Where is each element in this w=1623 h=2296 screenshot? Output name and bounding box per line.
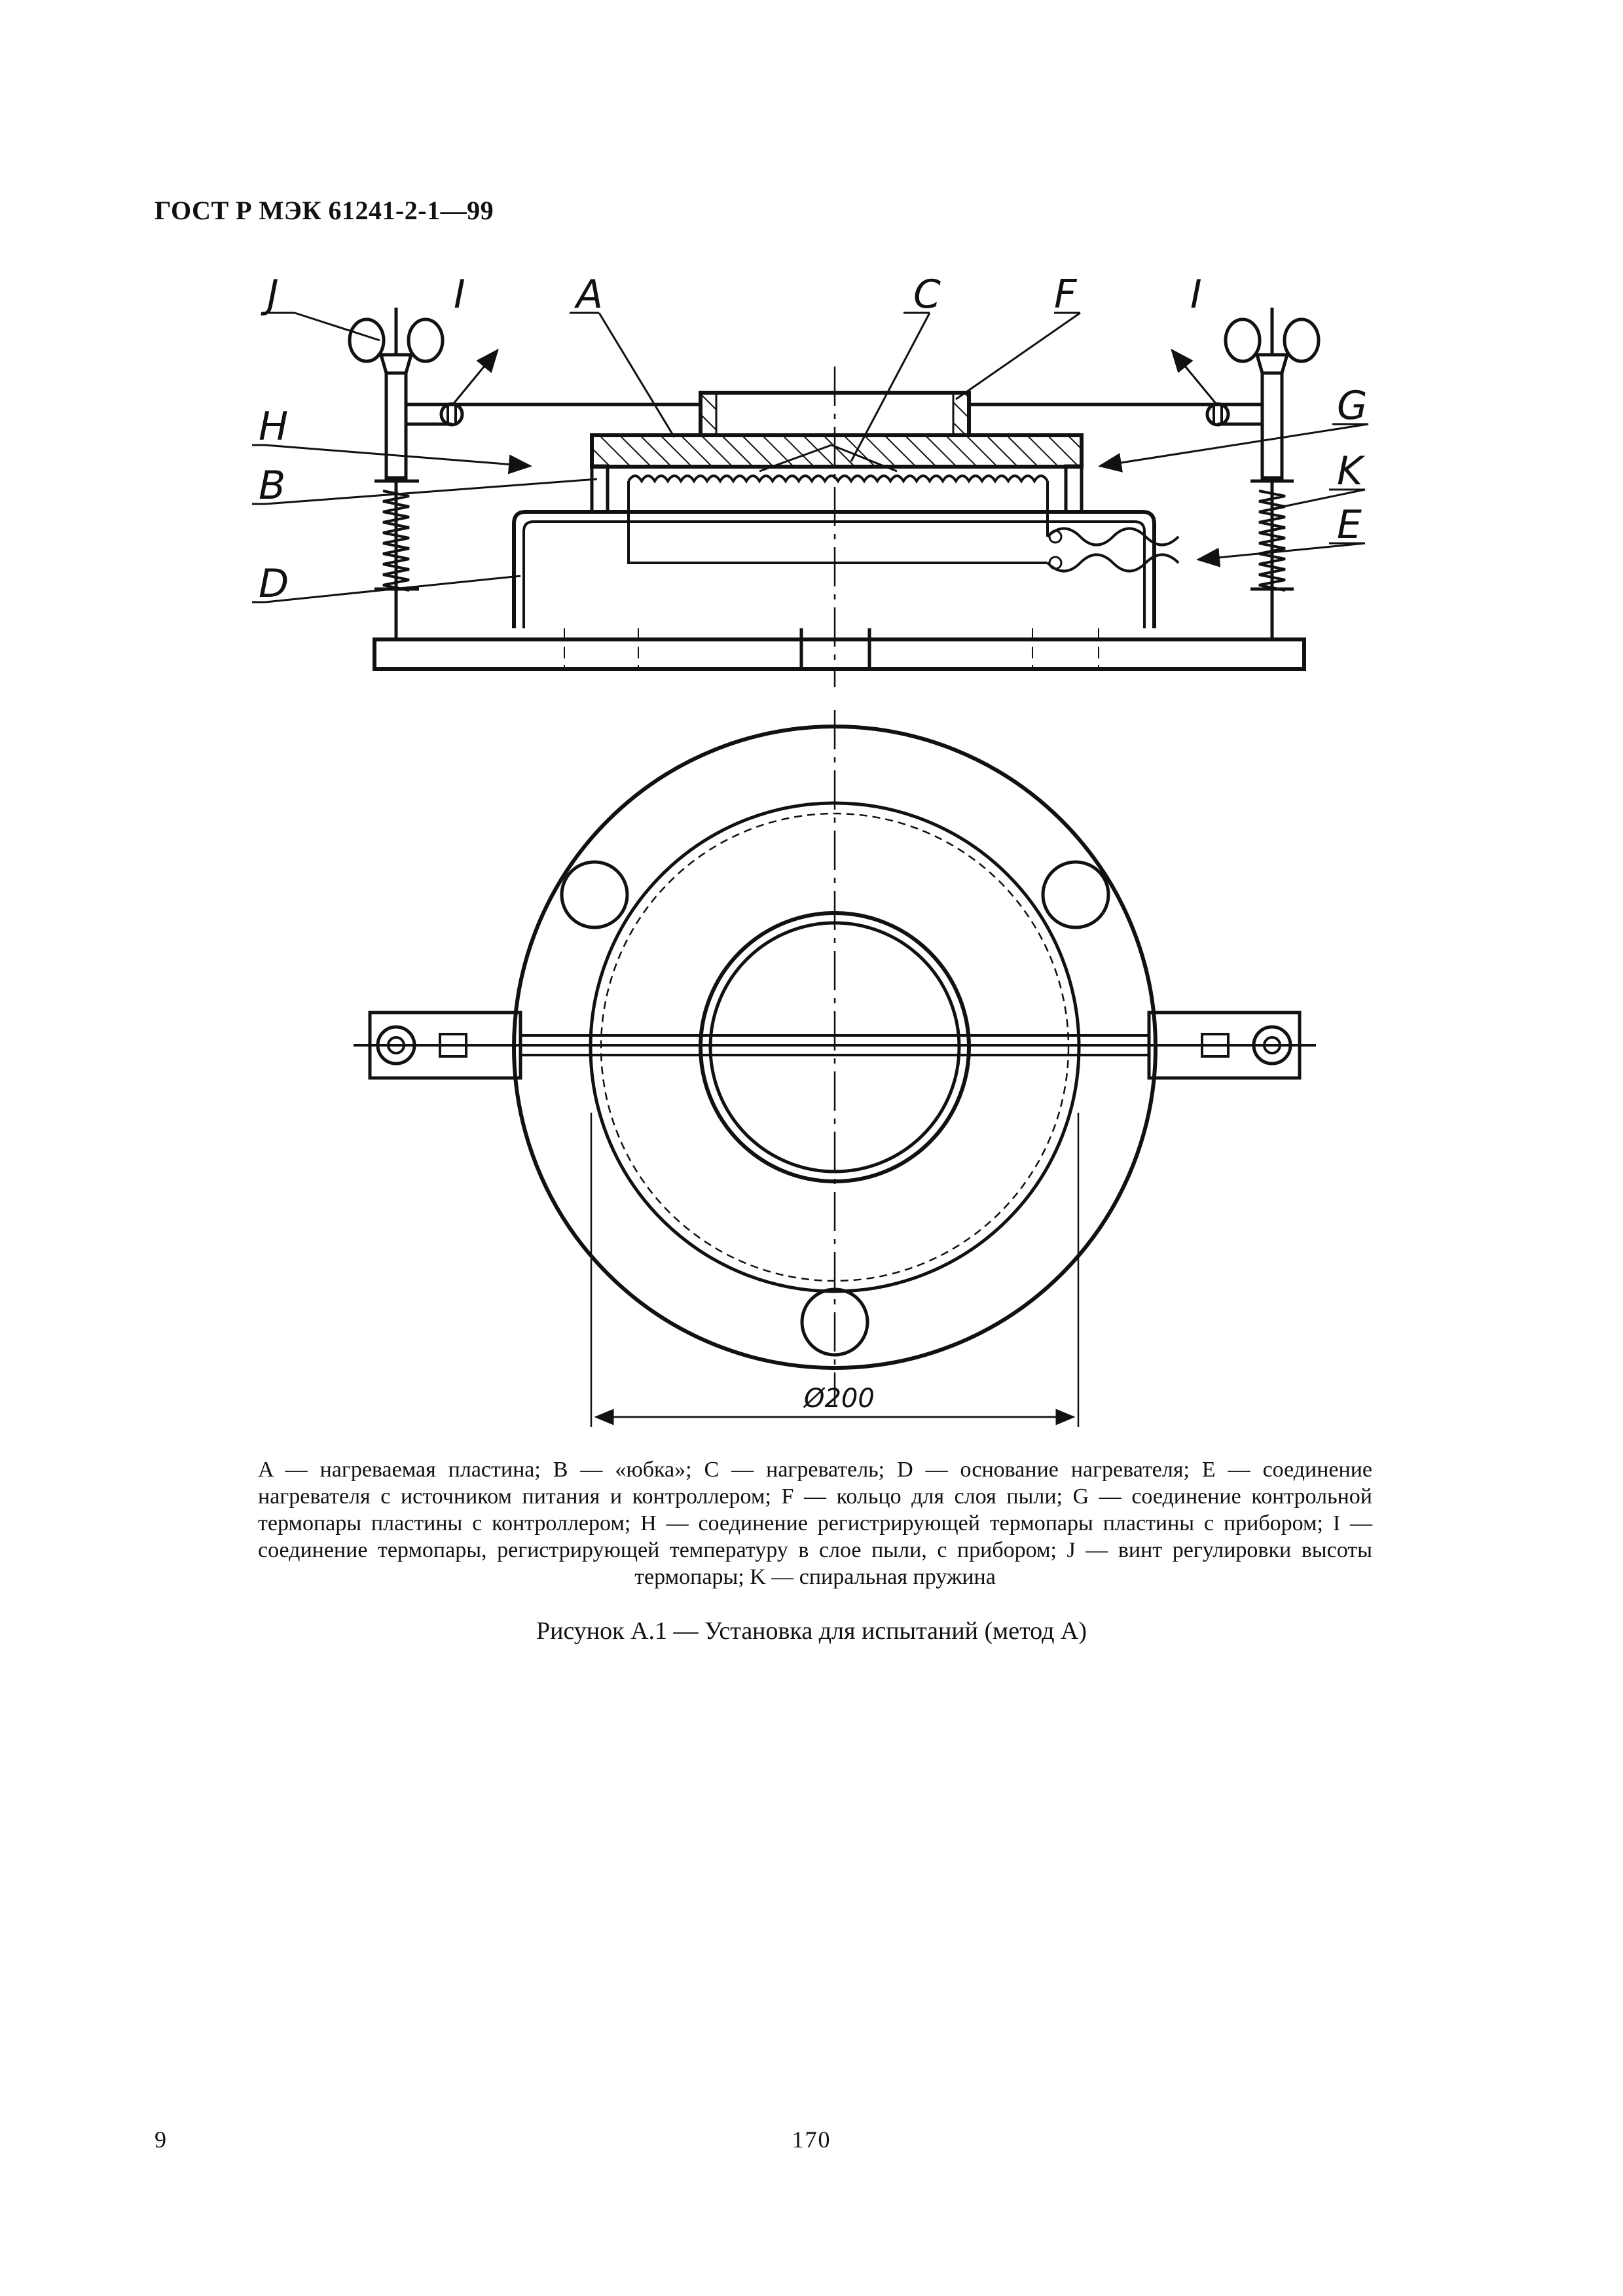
label-B: B bbox=[259, 463, 286, 509]
label-K: K bbox=[1337, 448, 1363, 494]
label-H: H bbox=[259, 404, 289, 450]
plan-view bbox=[354, 710, 1316, 1427]
figure-legend: A — нагреваемая пластина; B — «юбка»; C — нагреватель; D — основание нагревателя; E — соединение нагревателя с источником питания и контроллером; F — кольцо для слоя пыли; G — соединение контрольной термопары пластины с контроллером; H — соединение регистрирующей термопары пластины с прибором; I — соединение термопары, регистрирующей температуру в слое пыли, с прибором; J — винт регулировки высоты термопары; K — спиральная пружина bbox=[258, 1458, 1372, 1589]
label-D: D bbox=[259, 561, 289, 607]
side-elevation-view bbox=[350, 308, 1319, 687]
label-I-right: I bbox=[1190, 272, 1202, 317]
label-F: F bbox=[1054, 272, 1077, 317]
label-G: G bbox=[1337, 383, 1368, 429]
page-number: 170 bbox=[792, 2126, 831, 2153]
label-I-left: I bbox=[454, 272, 465, 317]
diameter-dimension: Ø200 bbox=[804, 1384, 875, 1414]
document-header: ГОСТ Р МЭК 61241-2-1—99 bbox=[155, 196, 494, 225]
label-J: J bbox=[267, 272, 279, 317]
label-C: C bbox=[913, 272, 941, 317]
label-A: A bbox=[576, 272, 604, 317]
label-E: E bbox=[1337, 502, 1362, 548]
figure-title: Рисунок А.1 — Установка для испытаний (метод А) bbox=[536, 1617, 1087, 1645]
left-page-number: 9 bbox=[155, 2126, 166, 2153]
